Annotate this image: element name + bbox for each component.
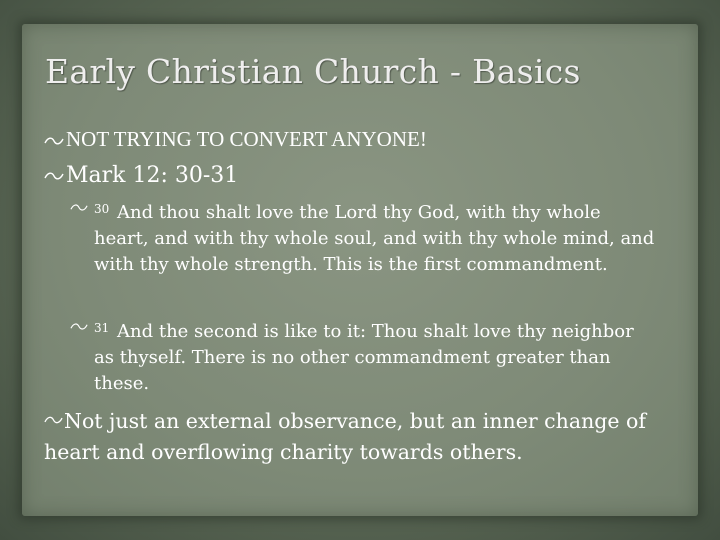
verse-text: And the second is like to it: Thou shalt love thy neighbor as thyself. There is no other commandment greater than these. xyxy=(94,321,634,394)
bullet-text: NOT TRYING TO CONVERT ANYONE! xyxy=(66,127,427,151)
verse-body xyxy=(94,315,655,397)
bullet-item xyxy=(44,163,238,188)
wave-bullet-icon xyxy=(70,203,90,212)
wave-bullet-icon xyxy=(44,171,66,181)
bullet-text: Mark 12: 30-31 xyxy=(66,163,239,188)
verse-item xyxy=(70,196,655,278)
verse-body xyxy=(94,196,655,278)
slide-title: Early Christian Church - Basics xyxy=(45,52,581,91)
wave-bullet-icon xyxy=(44,415,64,425)
bullet-item xyxy=(44,127,427,152)
closing-text: Not just an external observance, but an inner change of heart and overflowing charity towards others. xyxy=(44,409,646,464)
verse-text: And thou shalt love the Lord thy God, with thy whole heart, and with thy whole soul, and with thy whole mind, and with thy whole strength. This is the first commandment. xyxy=(94,202,655,275)
verse-number: 31 xyxy=(94,321,110,335)
wave-bullet-icon xyxy=(70,322,90,331)
closing-statement xyxy=(44,406,674,468)
verse-number: 30 xyxy=(94,202,110,216)
wave-bullet-icon xyxy=(44,136,66,146)
verse-item xyxy=(70,315,655,397)
